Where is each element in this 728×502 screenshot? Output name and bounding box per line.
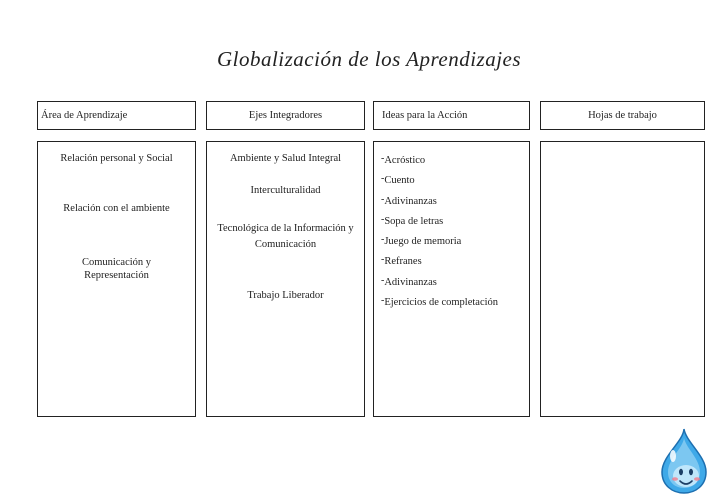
dash-bullet: - xyxy=(381,295,385,306)
eje-item: Interculturalidad xyxy=(250,185,321,196)
idea-label: Acróstico xyxy=(384,155,426,166)
area-item: Comunicación y Representación xyxy=(81,257,152,281)
header-hojas-trabajo xyxy=(540,101,705,130)
idea-item xyxy=(381,235,527,248)
dash-bullet: - xyxy=(381,214,385,225)
area-item: Relación con el ambiente xyxy=(63,203,170,214)
dash-bullet: - xyxy=(381,194,385,205)
idea-item xyxy=(381,215,527,228)
idea-item xyxy=(381,174,527,187)
dash-bullet: - xyxy=(381,254,385,265)
page-title: Globalización de los Aprendizajes xyxy=(216,47,522,71)
ideas-column xyxy=(373,141,530,417)
header-label: Área de Aprendizaje xyxy=(41,110,128,121)
eje-item: Ambiente y Salud Integral xyxy=(229,153,342,164)
header-label: Hojas de trabajo xyxy=(588,110,657,121)
idea-label: Adivinanzas xyxy=(384,277,437,288)
idea-label: Adivinanzas xyxy=(384,196,437,207)
hojas-column xyxy=(540,141,705,417)
idea-item xyxy=(381,296,527,309)
header-label: Ideas para la Acción xyxy=(382,110,468,121)
areas-column xyxy=(37,141,196,417)
idea-item xyxy=(381,276,527,289)
idea-label: Refranes xyxy=(384,256,422,267)
dash-bullet: - xyxy=(381,153,385,164)
dash-bullet: - xyxy=(381,275,385,286)
header-ideas-accion xyxy=(373,101,530,130)
eje-item: Trabajo Liberador xyxy=(247,290,324,301)
idea-label: Sopa de letras xyxy=(384,216,444,227)
idea-item xyxy=(381,154,527,167)
water-drop-smiley-icon xyxy=(656,426,712,496)
header-ejes-integradores xyxy=(206,101,365,130)
idea-label: Cuento xyxy=(384,175,415,186)
area-item: Relación personal y Social xyxy=(60,153,173,164)
dash-bullet: - xyxy=(381,173,385,184)
header-area-aprendizaje xyxy=(37,101,196,130)
dash-bullet: - xyxy=(381,234,385,245)
idea-item xyxy=(381,255,527,268)
eje-item: Tecnológica de la Información y Comunicación xyxy=(217,223,354,250)
idea-label: Ejercicios de completación xyxy=(384,297,499,308)
header-label: Ejes Integradores xyxy=(248,110,323,121)
idea-item xyxy=(381,195,527,208)
idea-label: Juego de memoria xyxy=(384,236,462,247)
ejes-column xyxy=(206,141,365,417)
